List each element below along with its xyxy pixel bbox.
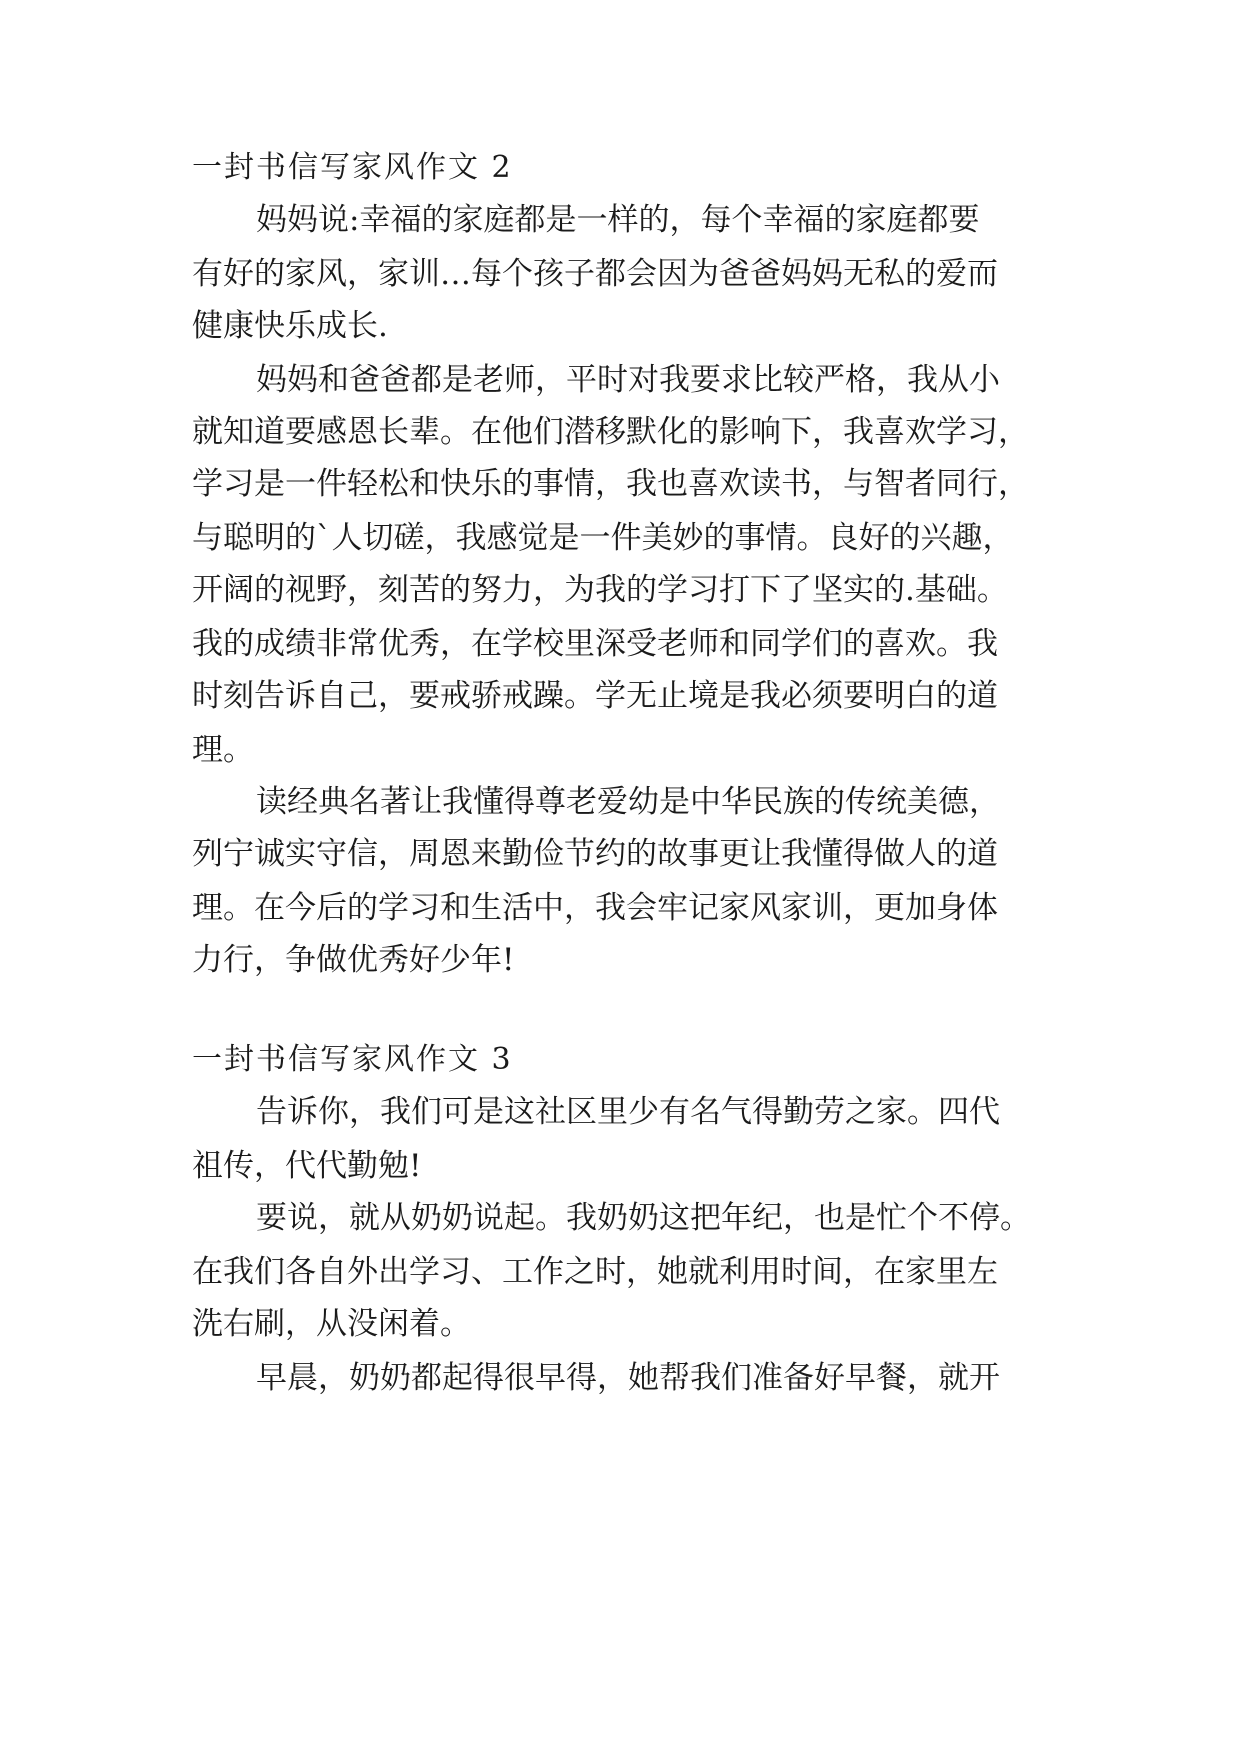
paragraph-line: 告诉你，我们可是这社区里少有名气得勤劳之家。四代 (256, 1094, 1000, 1130)
paragraph-line: 妈妈说:幸福的家庭都是一样的，每个幸福的家庭都要 (256, 202, 980, 238)
paragraph-line: 开阔的视野，刻苦的努力，为我的学习打下了坚实的.基础。 (192, 572, 1008, 608)
paragraph-line: 理。在今后的学习和生活中，我会牢记家风家训，更加身体 (192, 890, 998, 926)
paragraph-line: 列宁诚实守信，周恩来勤俭节约的故事更让我懂得做人的道 (192, 836, 998, 872)
paragraph-line: 在我们各自外出学习、工作之时，她就利用时间，在家里左 (192, 1254, 998, 1290)
paragraph-line: 有好的家风，家训…每个孩子都会因为爸爸妈妈无私的爱而 (192, 256, 998, 292)
paragraph-line: 早晨，奶奶都起得很早得，她帮我们准备好早餐，就开 (256, 1360, 1000, 1396)
paragraph-line: 时刻告诉自己，要戒骄戒躁。学无止境是我必须要明白的道 (192, 678, 998, 714)
paragraph-line: 妈妈和爸爸都是老师，平时对我要求比较严格，我从小 (256, 362, 1000, 398)
paragraph-line: 洗右刷，从没闲着。 (192, 1306, 471, 1342)
paragraph-line: 健康快乐成长. (192, 308, 388, 344)
paragraph-line: 学习是一件轻松和快乐的事情，我也喜欢读书，与智者同行， (192, 466, 1029, 502)
paragraph-line: 要说，就从奶奶说起。我奶奶这把年纪，也是忙个不停。 (256, 1200, 1031, 1236)
paragraph-line: 读经典名著让我懂得尊老爱幼是中华民族的传统美德， (256, 784, 1000, 820)
paragraph-line: 理。 (192, 732, 254, 768)
paragraph-line: 与聪明的`人切磋，我感觉是一件美妙的事情。良好的兴趣， (192, 520, 1014, 556)
section-title: 一封书信写家风作文 2 (192, 150, 513, 185)
paragraph-line: 就知道要感恩长辈。在他们潜移默化的影响下，我喜欢学习， (192, 414, 1029, 450)
paragraph-line: 我的成绩非常优秀，在学校里深受老师和同学们的喜欢。我 (192, 626, 998, 662)
section-title: 一封书信写家风作文 3 (192, 1042, 513, 1077)
paragraph-line: 祖传，代代勤勉! (192, 1148, 422, 1184)
paragraph-line: 力行，争做优秀好少年! (192, 942, 515, 978)
